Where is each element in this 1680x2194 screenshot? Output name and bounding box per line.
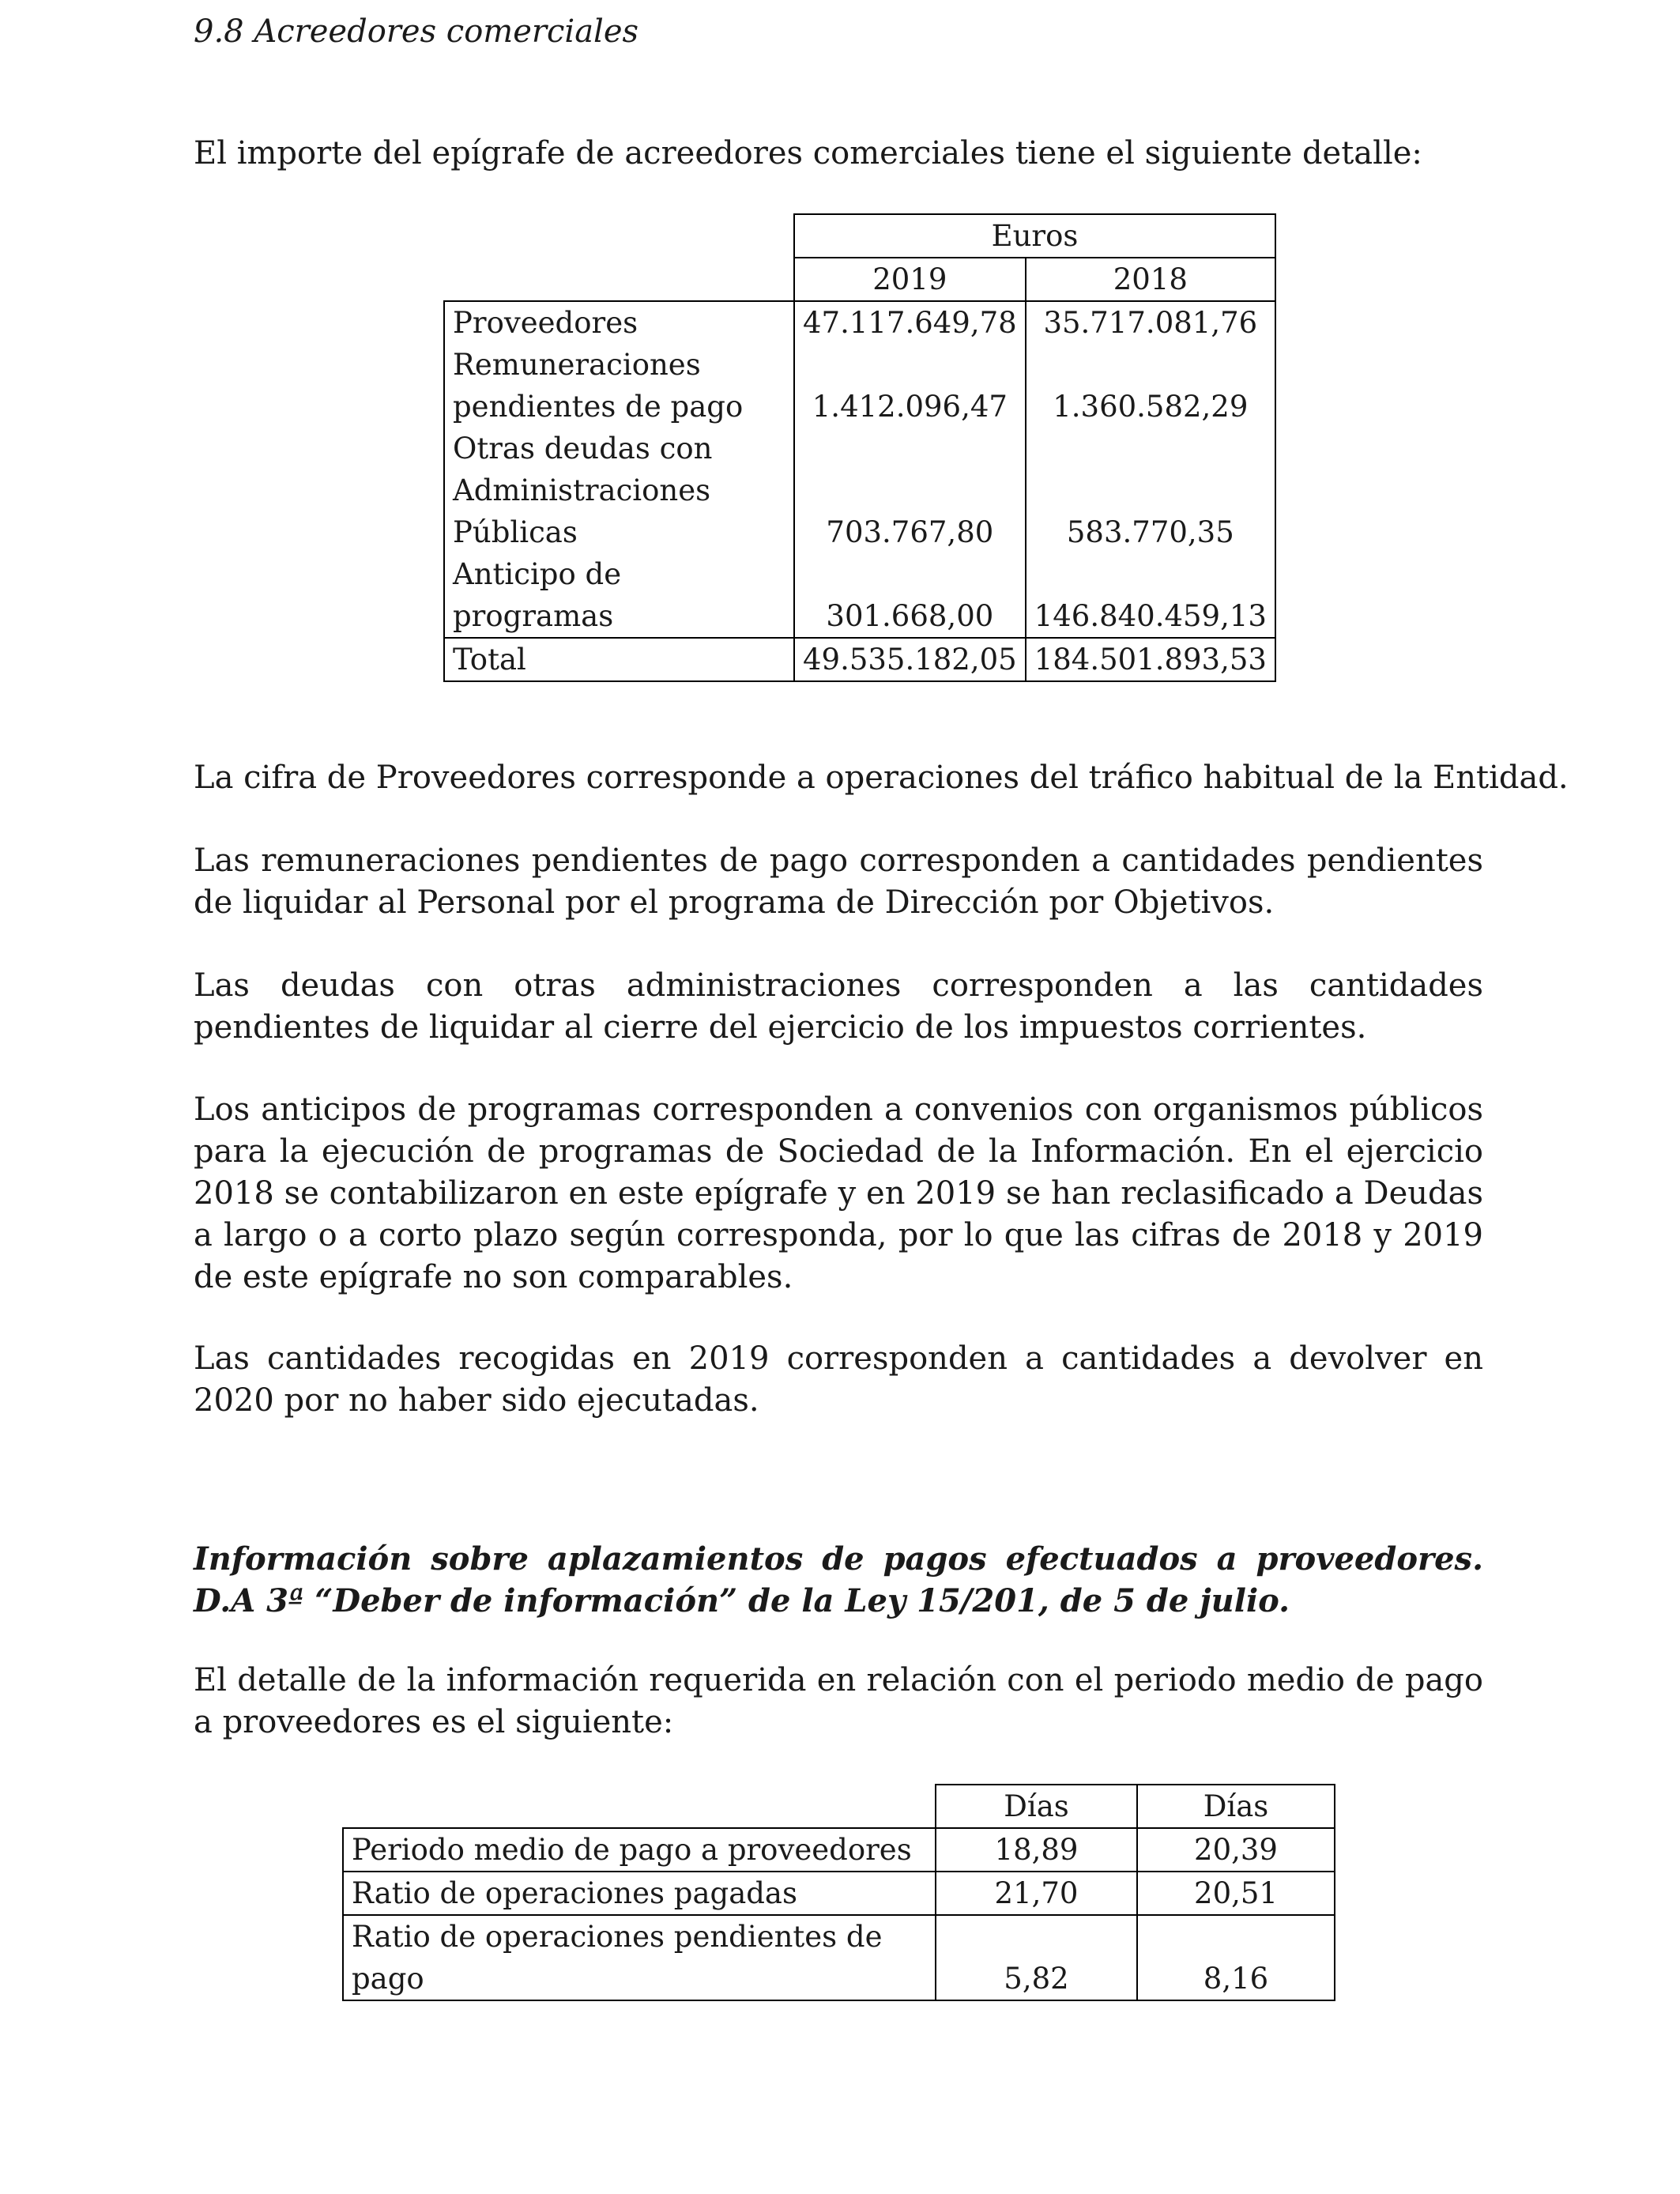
row-label (444, 428, 794, 553)
row-label: Ratio de operaciones pendientes de pago (343, 1915, 936, 2000)
value-a: 21,70 (936, 1872, 1137, 1915)
year-header-2018: 2018 (1026, 258, 1275, 301)
table-row (444, 428, 1275, 553)
table-row (444, 344, 1275, 428)
paragraph-remuneraciones: Las remuneraciones pendientes de pago corresponden a cantidades pendientes de liquidar al Personal por el programa de Dirección por Objetivos. (194, 843, 1483, 921)
total-2018: 184.501.893,53 (1026, 638, 1275, 681)
table-row (444, 553, 1275, 638)
value-2019: 1.412.096,47 (794, 344, 1026, 428)
table-years-row (444, 258, 1275, 301)
intro-paragraph: El importe del epígrafe de acreedores comerciales tiene el siguiente detalle: (194, 135, 1422, 172)
value-2018: 1.360.582,29 (1026, 344, 1275, 428)
table-row (343, 1828, 1335, 1872)
row-label (444, 344, 794, 428)
days-header-b: Días (1137, 1785, 1335, 1828)
currency-header: Euros (794, 214, 1275, 258)
row-label: Anticipo de programas (444, 553, 794, 638)
row-label-line: Otras deudas con (453, 432, 713, 466)
value-b: 20,51 (1137, 1872, 1335, 1915)
row-label-line: Administraciones (453, 473, 711, 507)
value-b: 8,16 (1137, 1915, 1335, 2000)
table-header-row (444, 214, 1275, 258)
paragraph-cantidades: Las cantidades recogidas en 2019 corresponden a cantidades a devolver en 2020 por no haber sido ejecutadas. (194, 1340, 1483, 1419)
row-label-line: Remuneraciones (453, 348, 701, 382)
paragraph-deudas: Las deudas con otras administraciones corresponden a las cantidades pendientes de liquidar al cierre del ejercicio de los impuestos corrientes. (194, 967, 1483, 1046)
payments-intro: El detalle de la información requerida en relación con el periodo medio de pago a proveedores es el siguiente: (194, 1662, 1483, 1740)
total-2019: 49.535.182,05 (794, 638, 1026, 681)
row-label: Proveedores (444, 301, 794, 344)
row-label: Ratio de operaciones pagadas (343, 1872, 936, 1915)
value-2018: 35.717.081,76 (1026, 301, 1275, 344)
row-label: Periodo medio de pago a proveedores (343, 1828, 936, 1872)
row-label-line: pendientes de pago (453, 390, 744, 424)
payments-heading: Información sobre aplazamientos de pagos efectuados a proveedores. D.A 3ª “Deber de información” de la Ley 15/201, de 5 de julio. (194, 1540, 1483, 1619)
table-total-row (444, 638, 1275, 681)
value-2018: 146.840.459,13 (1026, 553, 1275, 638)
value-2019: 703.767,80 (794, 428, 1026, 553)
row-label-line: Públicas (453, 515, 578, 549)
section-heading: 9.8 Acreedores comerciales (194, 13, 639, 50)
value-2019: 47.117.649,78 (794, 301, 1026, 344)
value-a: 18,89 (936, 1828, 1137, 1872)
value-2019: 301.668,00 (794, 553, 1026, 638)
days-header-a: Días (936, 1785, 1137, 1828)
year-header-2019: 2019 (794, 258, 1026, 301)
table-row (444, 301, 1275, 344)
value-2018: 583.770,35 (1026, 428, 1275, 553)
value-b: 20,39 (1137, 1828, 1335, 1872)
paragraph-anticipos: Los anticipos de programas corresponden a convenios con organismos públicos para la ejecución de programas de Sociedad de la Información. En el ejercicio 2018 se contabilizaron en este epígrafe y en 2019 se han reclasificado a Deudas a largo o a corto plazo según corresponda, por lo que las cifras de 2018 y 2019 de este epígrafe no son comparables. (194, 1091, 1483, 1295)
creditors-table (443, 213, 1276, 682)
table-header-row (343, 1785, 1335, 1828)
table-row (343, 1872, 1335, 1915)
paragraph-proveedores: La cifra de Proveedores corresponde a operaciones del tráfico habitual de la Entidad. (194, 760, 1569, 796)
table-row (343, 1915, 1335, 2000)
value-a: 5,82 (936, 1915, 1137, 2000)
payments-table (342, 1784, 1335, 2001)
total-label: Total (444, 638, 794, 681)
